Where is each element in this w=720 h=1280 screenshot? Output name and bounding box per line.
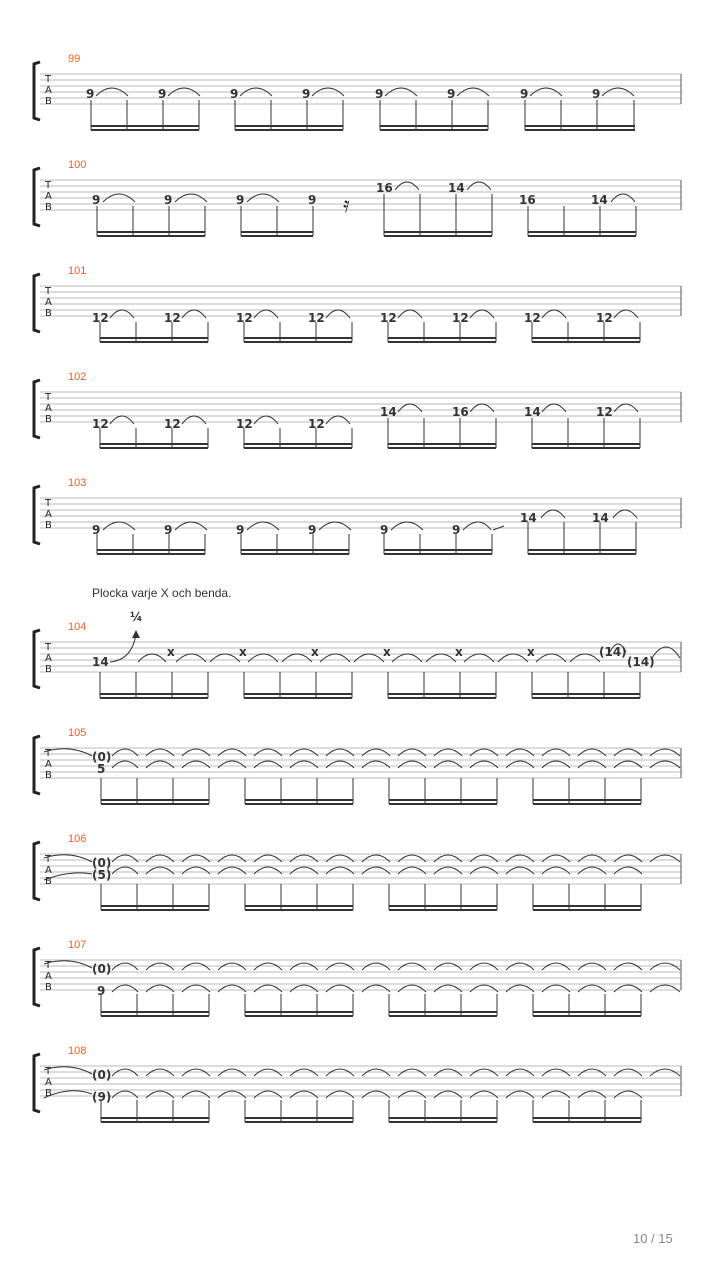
measure-number: 106 (68, 833, 87, 845)
tab-letter-t: T (45, 498, 52, 509)
dead-note-x: x (239, 645, 247, 659)
tab-letter-b: B (45, 308, 52, 319)
dead-note-x: x (383, 645, 391, 659)
tab-letter-t: T (45, 1066, 52, 1077)
system-102 (34, 371, 681, 449)
tab-note: 9 (302, 87, 311, 101)
tab-note: (0) (92, 1068, 112, 1082)
system-bracket (34, 948, 40, 1006)
dead-note-x: (14) (599, 645, 627, 659)
tab-letter-a: A (45, 653, 52, 664)
tab-note: 12 (380, 311, 397, 325)
system-101 (34, 265, 681, 343)
tab-note: 9 (92, 193, 101, 207)
tab-note: 9 (230, 87, 239, 101)
tab-note: 12 (596, 311, 613, 325)
sixteenth-rest-symbol: 𝄿 (343, 193, 350, 218)
tab-note: 14 (448, 181, 465, 195)
system-bracket (34, 62, 40, 120)
tab-note: 12 (308, 311, 325, 325)
measure-number: 108 (68, 1045, 87, 1057)
tab-note: 14 (591, 193, 608, 207)
tab-note: (5) (92, 868, 112, 882)
system-bracket (34, 1054, 40, 1112)
tab-note: 9 (158, 87, 167, 101)
tab-letter-b: B (45, 982, 52, 993)
tab-note: 14 (380, 405, 397, 419)
tab-note: 9 (97, 984, 106, 998)
system-bracket (34, 736, 40, 794)
tab-letter-a: A (45, 297, 52, 308)
tab-letter-a: A (45, 865, 52, 876)
performance-annotation: Plocka varje X och benda. (92, 586, 232, 600)
bend-arrowhead (132, 630, 140, 638)
tab-note: 12 (164, 417, 181, 431)
dead-note-x: x (455, 645, 463, 659)
tab-note: 12 (236, 311, 253, 325)
tab-note: (9) (92, 1090, 112, 1104)
system-bracket (34, 168, 40, 226)
tab-note: 14 (524, 405, 541, 419)
page-number: 10 / 15 (633, 1231, 673, 1246)
system-bracket (34, 274, 40, 332)
tab-note: 9 (380, 523, 389, 537)
measure-number: 101 (68, 265, 87, 277)
tab-letter-t: T (45, 748, 52, 759)
tab-letter-a: A (45, 191, 52, 202)
tab-letter-b: B (45, 770, 52, 781)
measure-number: 99 (68, 53, 81, 65)
system-100 (34, 159, 681, 237)
tab-letter-t: T (45, 392, 52, 403)
tab-note: 9 (236, 523, 245, 537)
tab-note: 12 (308, 417, 325, 431)
tab-letter-a: A (45, 85, 52, 96)
dead-note-x: x (527, 645, 535, 659)
tab-letter-t: T (45, 854, 52, 865)
tab-letter-a: A (45, 759, 52, 770)
tab-letter-b: B (45, 1088, 52, 1099)
tab-note: 9 (520, 87, 529, 101)
tab-letter-a: A (45, 971, 52, 982)
tab-note: 5 (97, 762, 106, 776)
tab-note: 12 (164, 311, 181, 325)
tab-note: 16 (452, 405, 469, 419)
system-104 (34, 610, 681, 699)
tab-letter-b: B (45, 414, 52, 425)
tab-note: 12 (596, 405, 613, 419)
tab-note: 9 (308, 523, 317, 537)
tab-letter-b: B (45, 520, 52, 531)
system-103 (34, 477, 681, 555)
dead-note-x: x (311, 645, 319, 659)
tab-note: 9 (86, 87, 95, 101)
measure-number: 105 (68, 727, 87, 739)
tab-note: 9 (92, 523, 101, 537)
tab-note: 12 (452, 311, 469, 325)
tab-note: 16 (519, 193, 536, 207)
tab-note: (0) (92, 962, 112, 976)
system-bracket (34, 630, 40, 688)
tab-letter-t: T (45, 960, 52, 971)
system-99 (34, 53, 681, 131)
system-107 (34, 939, 681, 1017)
tab-note: 9 (164, 523, 173, 537)
system-bracket (34, 486, 40, 544)
system-bracket (34, 842, 40, 900)
measure-number: 104 (68, 621, 87, 633)
tab-letter-b: B (45, 876, 52, 887)
measure-number: 107 (68, 939, 87, 951)
tab-note: 12 (524, 311, 541, 325)
tab-note: 9 (375, 87, 384, 101)
tab-note: 14 (592, 511, 609, 525)
tab-letter-a: A (45, 403, 52, 414)
tab-note: (0) (92, 856, 112, 870)
tab-letter-b: B (45, 202, 52, 213)
system-bracket (34, 380, 40, 438)
tab-note: 9 (308, 193, 317, 207)
measure-number: 100 (68, 159, 87, 171)
tab-note: 14 (520, 511, 537, 525)
tab-letter-t: T (45, 286, 52, 297)
tab-letter-b: B (45, 96, 52, 107)
tab-note: 9 (452, 523, 461, 537)
tab-letter-a: A (45, 509, 52, 520)
tab-letter-t: T (45, 642, 52, 653)
tab-note: (14) (627, 655, 655, 669)
tab-note: 14 (92, 655, 109, 669)
tab-note: 9 (592, 87, 601, 101)
tab-letter-t: T (45, 180, 52, 191)
tab-note: 12 (236, 417, 253, 431)
measure-number: 102 (68, 371, 87, 383)
tab-note: 12 (92, 417, 109, 431)
bend-amount: ¼ (130, 610, 143, 624)
tab-note: 9 (447, 87, 456, 101)
tab-letter-b: B (45, 664, 52, 675)
system-108 (34, 1045, 681, 1123)
tab-note: 9 (164, 193, 173, 207)
system-106 (34, 833, 681, 911)
tab-letter-t: T (45, 74, 52, 85)
measure-number: 103 (68, 477, 87, 489)
tab-note: 12 (92, 311, 109, 325)
system-105 (34, 727, 681, 805)
dead-note-x: x (167, 645, 175, 659)
tab-note: (0) (92, 750, 112, 764)
tab-letter-a: A (45, 1077, 52, 1088)
tab-note: 9 (236, 193, 245, 207)
tab-note: 16 (376, 181, 393, 195)
